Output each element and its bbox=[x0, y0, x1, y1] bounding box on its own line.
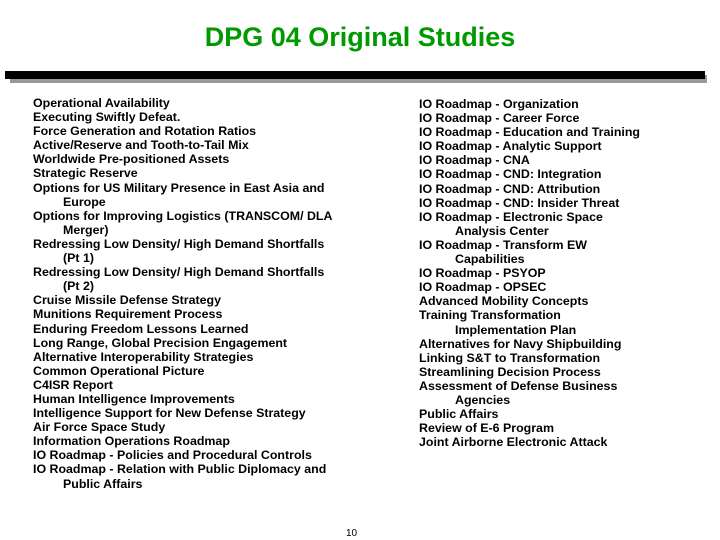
list-item bbox=[419, 167, 714, 181]
study-title: Public Affairs bbox=[419, 407, 499, 422]
study-title: IO Roadmap - Education and Training bbox=[419, 125, 640, 140]
list-item bbox=[33, 166, 393, 180]
study-title: Review of E-6 Program bbox=[419, 421, 554, 436]
study-title: Information Operations Roadmap bbox=[33, 434, 230, 449]
study-title-continuation: (Pt 1) bbox=[63, 251, 94, 266]
list-item bbox=[33, 209, 393, 237]
list-item bbox=[419, 266, 714, 280]
study-title: IO Roadmap - Electronic Space bbox=[419, 209, 603, 224]
study-title: Assessment of Defense Business bbox=[419, 378, 618, 393]
study-title: Advanced Mobility Concepts bbox=[419, 294, 589, 309]
list-item bbox=[419, 365, 714, 379]
study-title-continuation: Europe bbox=[63, 194, 106, 209]
list-item bbox=[419, 280, 714, 294]
study-title-continuation: Public Affairs bbox=[63, 476, 143, 491]
list-item bbox=[33, 336, 393, 350]
title-rule bbox=[5, 71, 705, 79]
study-title: C4ISR Report bbox=[33, 377, 113, 392]
left-study-list bbox=[33, 96, 393, 491]
list-item bbox=[33, 96, 393, 110]
list-item bbox=[419, 337, 714, 351]
study-title: Munitions Requirement Process bbox=[33, 307, 223, 322]
list-item bbox=[33, 392, 393, 406]
study-title: Alternative Interoperability Strategies bbox=[33, 349, 254, 364]
study-title: IO Roadmap - Career Force bbox=[419, 111, 580, 126]
list-item bbox=[33, 237, 393, 265]
study-title: Active/Reserve and Tooth-to-Tail Mix bbox=[33, 138, 249, 153]
list-item bbox=[33, 378, 393, 392]
list-item bbox=[419, 421, 714, 435]
study-title-continuation: Analysis Center bbox=[455, 223, 549, 238]
study-title-continuation: Agencies bbox=[455, 392, 511, 407]
study-title: Redressing Low Density/ High Demand Shortfalls bbox=[33, 236, 325, 251]
study-title-continuation: Merger) bbox=[63, 222, 109, 237]
study-title-continuation: Capabilities bbox=[455, 252, 525, 267]
study-title: IO Roadmap - CND: Integration bbox=[419, 167, 602, 182]
study-title: Force Generation and Rotation Ratios bbox=[33, 124, 257, 139]
study-title: IO Roadmap - PSYOP bbox=[419, 266, 546, 281]
study-title: IO Roadmap - Analytic Support bbox=[419, 139, 602, 154]
list-item bbox=[33, 293, 393, 307]
study-title: Linking S&T to Transformation bbox=[419, 350, 601, 365]
list-item bbox=[33, 364, 393, 378]
list-item bbox=[419, 308, 714, 336]
study-title: Enduring Freedom Lessons Learned bbox=[33, 321, 249, 336]
study-title: Options for US Military Presence in East Asia and bbox=[33, 180, 325, 195]
list-item bbox=[33, 110, 393, 124]
study-title: Worldwide Pre-positioned Assets bbox=[33, 152, 230, 167]
list-item bbox=[33, 138, 393, 152]
list-item bbox=[419, 139, 714, 153]
list-item bbox=[419, 210, 714, 238]
list-item bbox=[33, 406, 393, 420]
study-title-continuation: Implementation Plan bbox=[455, 322, 577, 337]
study-title: Cruise Missile Defense Strategy bbox=[33, 293, 222, 308]
study-title: Operational Availability bbox=[33, 96, 170, 110]
list-item bbox=[33, 434, 393, 448]
study-title: Options for Improving Logistics (TRANSCOM/ DLA bbox=[33, 208, 333, 223]
list-item bbox=[419, 182, 714, 196]
list-item bbox=[419, 111, 714, 125]
study-title: IO Roadmap - CND: Attribution bbox=[419, 181, 601, 196]
list-item bbox=[33, 307, 393, 321]
list-item bbox=[33, 181, 393, 209]
list-item bbox=[33, 420, 393, 434]
study-title: Training Transformation bbox=[419, 308, 561, 323]
study-title: Alternatives for Navy Shipbuilding bbox=[419, 336, 622, 351]
study-title-continuation: (Pt 2) bbox=[63, 279, 94, 294]
list-item bbox=[33, 350, 393, 364]
study-title: Executing Swiftly Defeat. bbox=[33, 110, 181, 125]
study-title: Joint Airborne Electronic Attack bbox=[419, 435, 608, 450]
study-title: IO Roadmap - Relation with Public Diplomacy and bbox=[33, 462, 327, 477]
study-title: Air Force Space Study bbox=[33, 420, 166, 435]
study-title: IO Roadmap - OPSEC bbox=[419, 280, 547, 295]
study-title: IO Roadmap - CND: Insider Threat bbox=[419, 195, 620, 210]
study-title: Redressing Low Density/ High Demand Shortfalls bbox=[33, 265, 325, 280]
list-item bbox=[419, 407, 714, 421]
list-item bbox=[419, 379, 714, 407]
study-title: Intelligence Support for New Defense Strategy bbox=[33, 406, 306, 421]
study-title: IO Roadmap - Transform EW bbox=[419, 237, 587, 252]
study-title: Streamlining Decision Process bbox=[419, 364, 601, 379]
study-title: Strategic Reserve bbox=[33, 166, 138, 181]
list-item bbox=[33, 462, 393, 490]
study-title: Long Range, Global Precision Engagement bbox=[33, 335, 288, 350]
list-item bbox=[33, 265, 393, 293]
list-item bbox=[419, 153, 714, 167]
list-item bbox=[33, 448, 393, 462]
list-item bbox=[419, 97, 714, 111]
list-item bbox=[419, 351, 714, 365]
page-title: DPG 04 Original Studies bbox=[204, 22, 516, 52]
page-number: 10 bbox=[346, 528, 358, 539]
list-item bbox=[419, 435, 714, 449]
list-item bbox=[419, 125, 714, 139]
list-item bbox=[33, 322, 393, 336]
list-item bbox=[33, 124, 393, 138]
list-item bbox=[419, 238, 714, 266]
study-title: Common Operational Picture bbox=[33, 363, 205, 378]
right-study-list bbox=[419, 97, 714, 449]
study-title: Human Intelligence Improvements bbox=[33, 391, 235, 406]
study-title: IO Roadmap - Organization bbox=[419, 97, 579, 111]
study-title: IO Roadmap - Policies and Procedural Controls bbox=[33, 448, 312, 463]
list-item bbox=[33, 152, 393, 166]
list-item bbox=[419, 294, 714, 308]
study-title: IO Roadmap - CNA bbox=[419, 153, 530, 168]
list-item bbox=[419, 196, 714, 210]
